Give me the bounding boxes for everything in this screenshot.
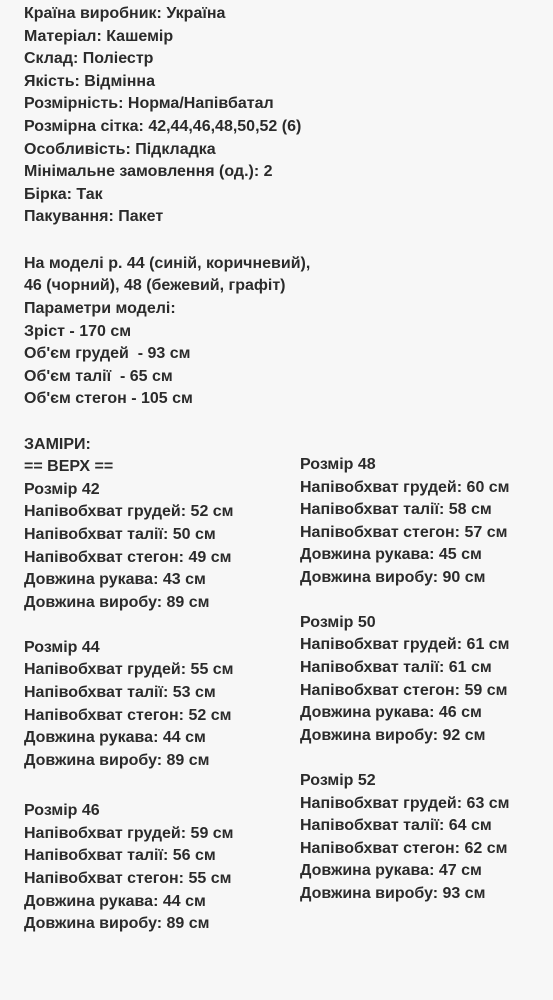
size-line: Напівобхват стегон: 49 см — [24, 549, 232, 566]
model-line: Зріст - 170 см — [24, 323, 132, 340]
size-line: Напівобхват стегон: 55 см — [24, 870, 232, 887]
spec-line: Якість: Відмінна — [24, 73, 155, 90]
size-line: Напівобхват талії: 58 см — [300, 501, 492, 518]
size-line: Довжина виробу: 89 см — [24, 594, 210, 611]
size-title: Розмір 44 — [24, 639, 100, 656]
spec-line: Країна виробник: Україна — [24, 5, 226, 22]
model-line: Об'єм талії - 65 см — [24, 368, 173, 385]
size-line: Напівобхват талії: 61 см — [300, 659, 492, 676]
size-title: Розмір 46 — [24, 802, 100, 819]
size-line: Довжина рукава: 44 см — [24, 729, 206, 746]
size-line: Напівобхват грудей: 61 см — [300, 636, 510, 653]
spec-line: Особливість: Підкладка — [24, 141, 216, 158]
size-line: Напівобхват стегон: 59 см — [300, 682, 508, 699]
spec-line: Матеріал: Кашемір — [24, 28, 174, 45]
spec-line: Мінімальне замовлення (од.): 2 — [24, 163, 273, 180]
size-line: Напівобхват талії: 56 см — [24, 847, 216, 864]
size-line: Довжина виробу: 90 см — [300, 569, 486, 586]
size-line: Довжина виробу: 93 см — [300, 885, 486, 902]
spec-line: Розмірна сітка: 42,44,46,48,50,52 (6) — [24, 118, 302, 135]
model-line: Параметри моделі: — [24, 300, 176, 317]
size-line: Напівобхват грудей: 55 см — [24, 661, 234, 678]
spec-line: Склад: Поліестр — [24, 50, 154, 67]
size-line: Напівобхват талії: 50 см — [24, 526, 216, 543]
size-line: Напівобхват грудей: 63 см — [300, 795, 510, 812]
spec-line: Пакування: Пакет — [24, 208, 164, 225]
size-line: Напівобхват стегон: 57 см — [300, 524, 508, 541]
size-title: Розмір 48 — [300, 456, 376, 473]
size-line: Напівобхват стегон: 62 см — [300, 840, 508, 857]
size-line: Напівобхват стегон: 52 см — [24, 707, 232, 724]
spec-line: Розмірність: Норма/Напівбатал — [24, 95, 274, 112]
size-title: Розмір 42 — [24, 481, 100, 498]
size-line: Довжина рукава: 43 см — [24, 571, 206, 588]
size-line: Довжина виробу: 92 см — [300, 727, 486, 744]
measurements-title: ЗАМІРИ: — [24, 436, 91, 453]
size-line: Напівобхват грудей: 59 см — [24, 825, 234, 842]
size-title: Розмір 52 — [300, 772, 376, 789]
size-line: Напівобхват талії: 53 см — [24, 684, 216, 701]
model-line: 46 (чорний), 48 (бежевий, графіт) — [24, 277, 286, 294]
model-line: Об'єм грудей - 93 см — [24, 345, 191, 362]
size-line: Напівобхват талії: 64 см — [300, 817, 492, 834]
model-line: На моделі р. 44 (синій, коричневий), — [24, 255, 311, 272]
top-title: == ВЕРХ == — [24, 458, 114, 475]
spec-line: Бірка: Так — [24, 186, 103, 203]
model-line: Об'єм стегон - 105 см — [24, 390, 193, 407]
size-line: Напівобхват грудей: 60 см — [300, 479, 510, 496]
size-line: Довжина рукава: 45 см — [300, 546, 482, 563]
size-line: Довжина виробу: 89 см — [24, 915, 210, 932]
size-line: Довжина рукава: 44 см — [24, 893, 206, 910]
size-line: Довжина рукава: 46 см — [300, 704, 482, 721]
size-line: Довжина рукава: 47 см — [300, 862, 482, 879]
size-title: Розмір 50 — [300, 614, 376, 631]
size-line: Довжина виробу: 89 см — [24, 752, 210, 769]
size-line: Напівобхват грудей: 52 см — [24, 503, 234, 520]
